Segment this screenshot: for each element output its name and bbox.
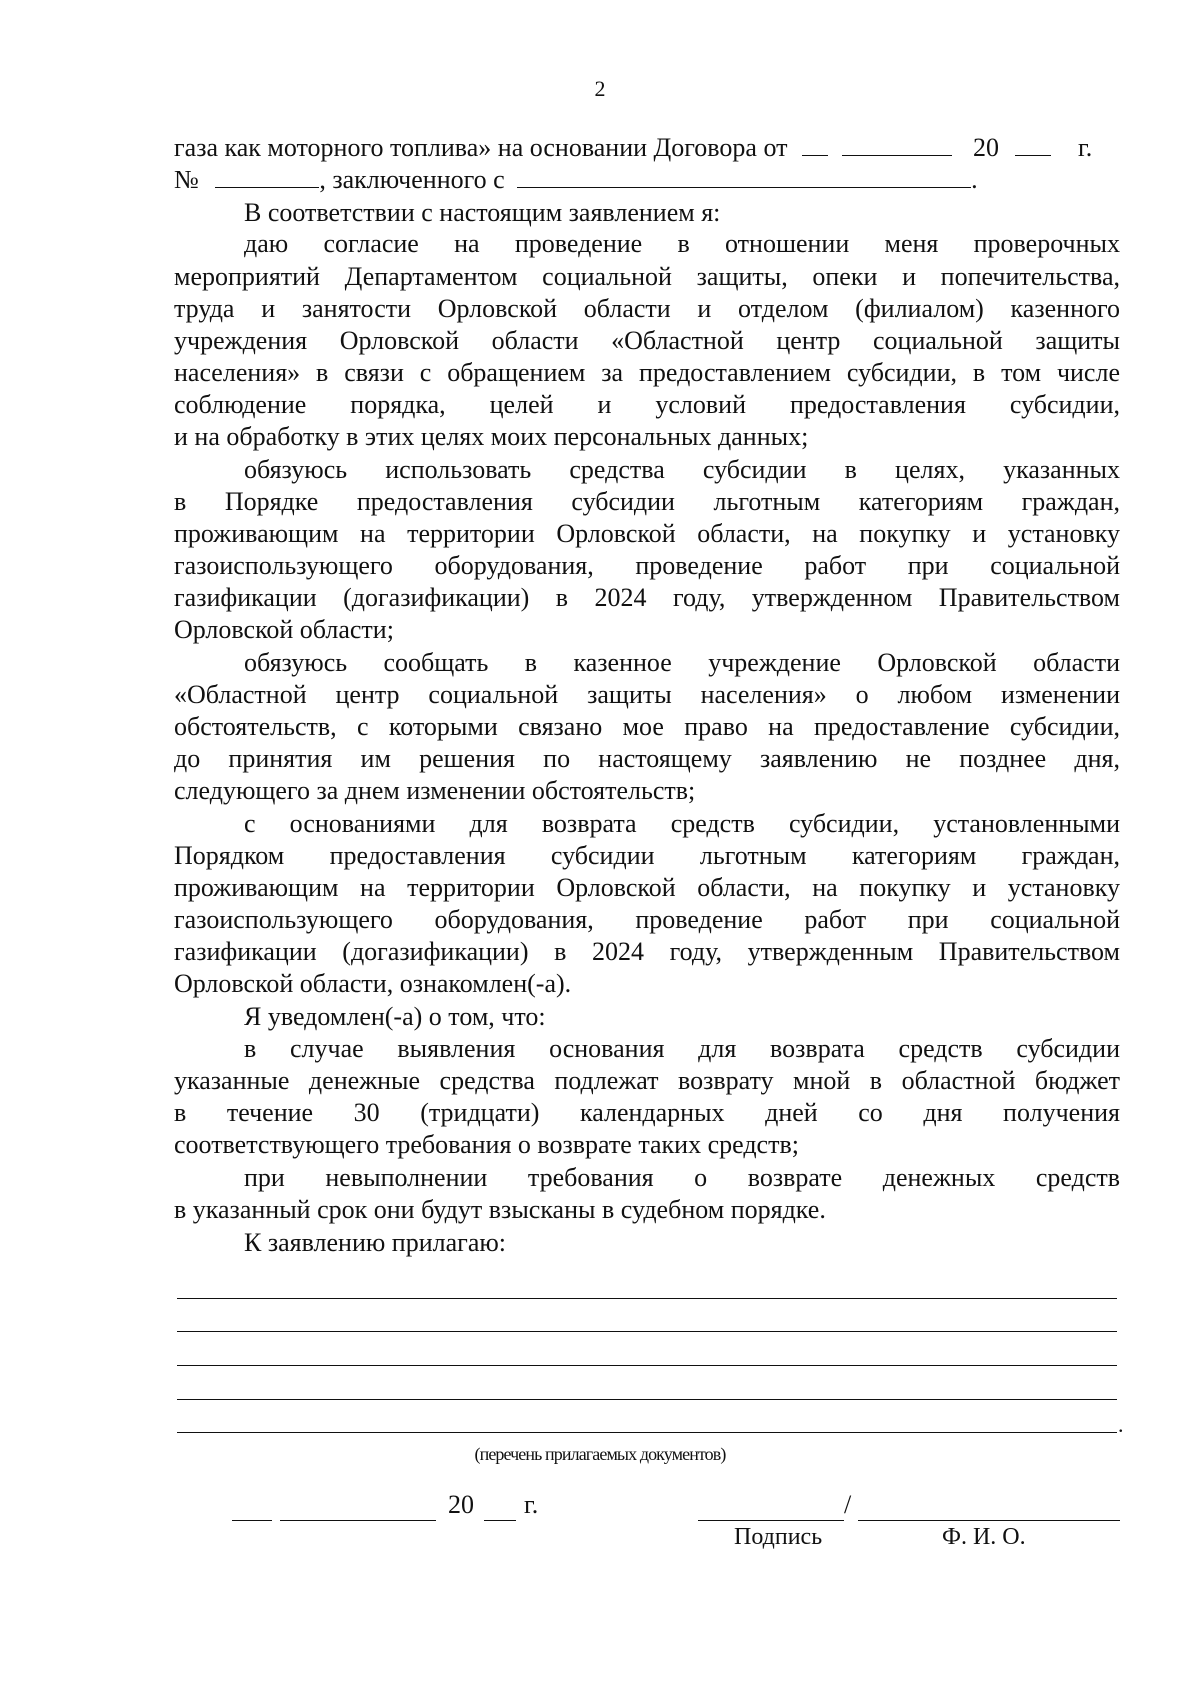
contract-number-line <box>174 164 1120 196</box>
text-line: «Областной центр социальной защиты населения» о любом изменении <box>174 680 1120 709</box>
text-line: обязуюсь сообщать в казенное учреждение Орловской области <box>244 648 1120 677</box>
text-line: газоиспользующего оборудования, проведение работ при социальной <box>174 905 1120 934</box>
text-line: газификации (догазификации) в 2024 году, утвержденным Правительством <box>174 937 1120 966</box>
text-line: населения» в связи с обращением за предоставлением субсидии, в том числе <box>174 358 1120 387</box>
attachment-line[interactable] <box>177 1365 1117 1366</box>
text-line: газификации (догазификации) в 2024 году, утвержденном Правительством <box>174 583 1120 612</box>
text-line: учреждения Орловской области «Областной центр социальной защиты <box>174 326 1120 355</box>
text-line: труда и занятости Орловской области и отделом (филиалом) казенного <box>174 294 1120 323</box>
number-sign: № <box>174 165 199 194</box>
signature-label: Подпись <box>734 1524 823 1550</box>
attachment-line[interactable] <box>177 1298 1117 1299</box>
paragraph-intro: В соответствии с настоящим заявлением я: <box>244 198 721 227</box>
text-line: в Порядке предоставления субсидии льготным категориям граждан, <box>174 487 1120 516</box>
text-line: проживающим на территории Орловской области, на покупку и установку <box>174 873 1120 902</box>
text-line: мероприятий Департаментом социальной защиты, опеки и попечительства, <box>174 262 1120 291</box>
month-blank[interactable] <box>842 133 952 156</box>
contract-number-blank[interactable] <box>215 165 319 188</box>
text-line: до принятия им решения по настоящему заявлению не позднее дня, <box>174 744 1120 773</box>
text-line: соблюдение порядка, целей и условий предоставления субсидии, <box>174 390 1120 419</box>
text-line: Порядком предоставления субсидии льготным категориям граждан, <box>174 841 1120 870</box>
day-blank[interactable] <box>802 133 828 156</box>
sign-day-blank[interactable] <box>232 1520 272 1521</box>
text-line: следующего за днем изменении обстоятельств; <box>174 776 696 805</box>
year-blank[interactable] <box>1015 133 1051 156</box>
text-line: Я уведомлен(-а) о том, что: <box>244 1002 546 1031</box>
signature-blank[interactable] <box>698 1520 844 1521</box>
page-number: 2 <box>594 76 606 101</box>
attachment-line[interactable] <box>177 1399 1117 1400</box>
fio-blank[interactable] <box>858 1520 1120 1521</box>
text-line: с основаниями для возврата средств субсидии, установленными <box>244 809 1120 838</box>
concluded-with-text: , заключенного с <box>319 165 505 194</box>
text-line: и на обработку в этих целях моих персональных данных; <box>174 422 809 451</box>
year-prefix: 20 <box>972 133 999 162</box>
text-line: проживающим на территории Орловской области, на покупку и установку <box>174 519 1120 548</box>
counterparty-blank[interactable] <box>517 165 971 188</box>
attachment-line[interactable] <box>177 1331 1117 1332</box>
text-line: даю согласие на проведение в отношении меня проверочных <box>244 229 1120 258</box>
text-line: соответствующего требования о возврате таких средств; <box>174 1130 799 1159</box>
contract-line <box>174 132 1120 164</box>
sign-month-blank[interactable] <box>280 1520 436 1521</box>
text-line: обязуюсь использовать средства субсидии в целях, указанных <box>244 455 1120 484</box>
fio-label: Ф. И. О. <box>942 1524 1026 1550</box>
text-line: Орловской области; <box>174 615 394 644</box>
attachment-line[interactable] <box>177 1432 1117 1433</box>
sign-year-prefix: 20 <box>448 1490 474 1519</box>
text-line: в течение 30 (тридцати) календарных дней со дня получения <box>174 1098 1120 1127</box>
text-line: обстоятельств, с которыми связано мое право на предоставление субсидии, <box>174 712 1120 741</box>
text-line: указанные денежные средства подлежат возврату мной в областной бюджет <box>174 1066 1120 1095</box>
end-period: . <box>971 165 978 194</box>
contract-text: газа как моторного топлива» на основании Договора от <box>174 133 788 162</box>
attachments-heading: К заявлению прилагаю: <box>244 1228 507 1257</box>
text-line: в указанный срок они будут взысканы в судебном порядке. <box>174 1195 826 1224</box>
sign-year-blank[interactable] <box>484 1520 516 1521</box>
text-line: Орловской области, ознакомлен(-а). <box>174 969 572 998</box>
attachments-caption: (перечень прилагаемых документов) <box>474 1444 726 1464</box>
slash-separator: / <box>844 1490 852 1519</box>
sign-year-suffix: г. <box>524 1490 539 1519</box>
text-line: в случае выявления основания для возврата средств субсидии <box>244 1034 1120 1063</box>
text-line: при невыполнении требования о возврате денежных средств <box>244 1163 1120 1192</box>
year-suffix: г. <box>1077 133 1093 162</box>
text-line: газоиспользующего оборудования, проведение работ при социальной <box>174 551 1120 580</box>
